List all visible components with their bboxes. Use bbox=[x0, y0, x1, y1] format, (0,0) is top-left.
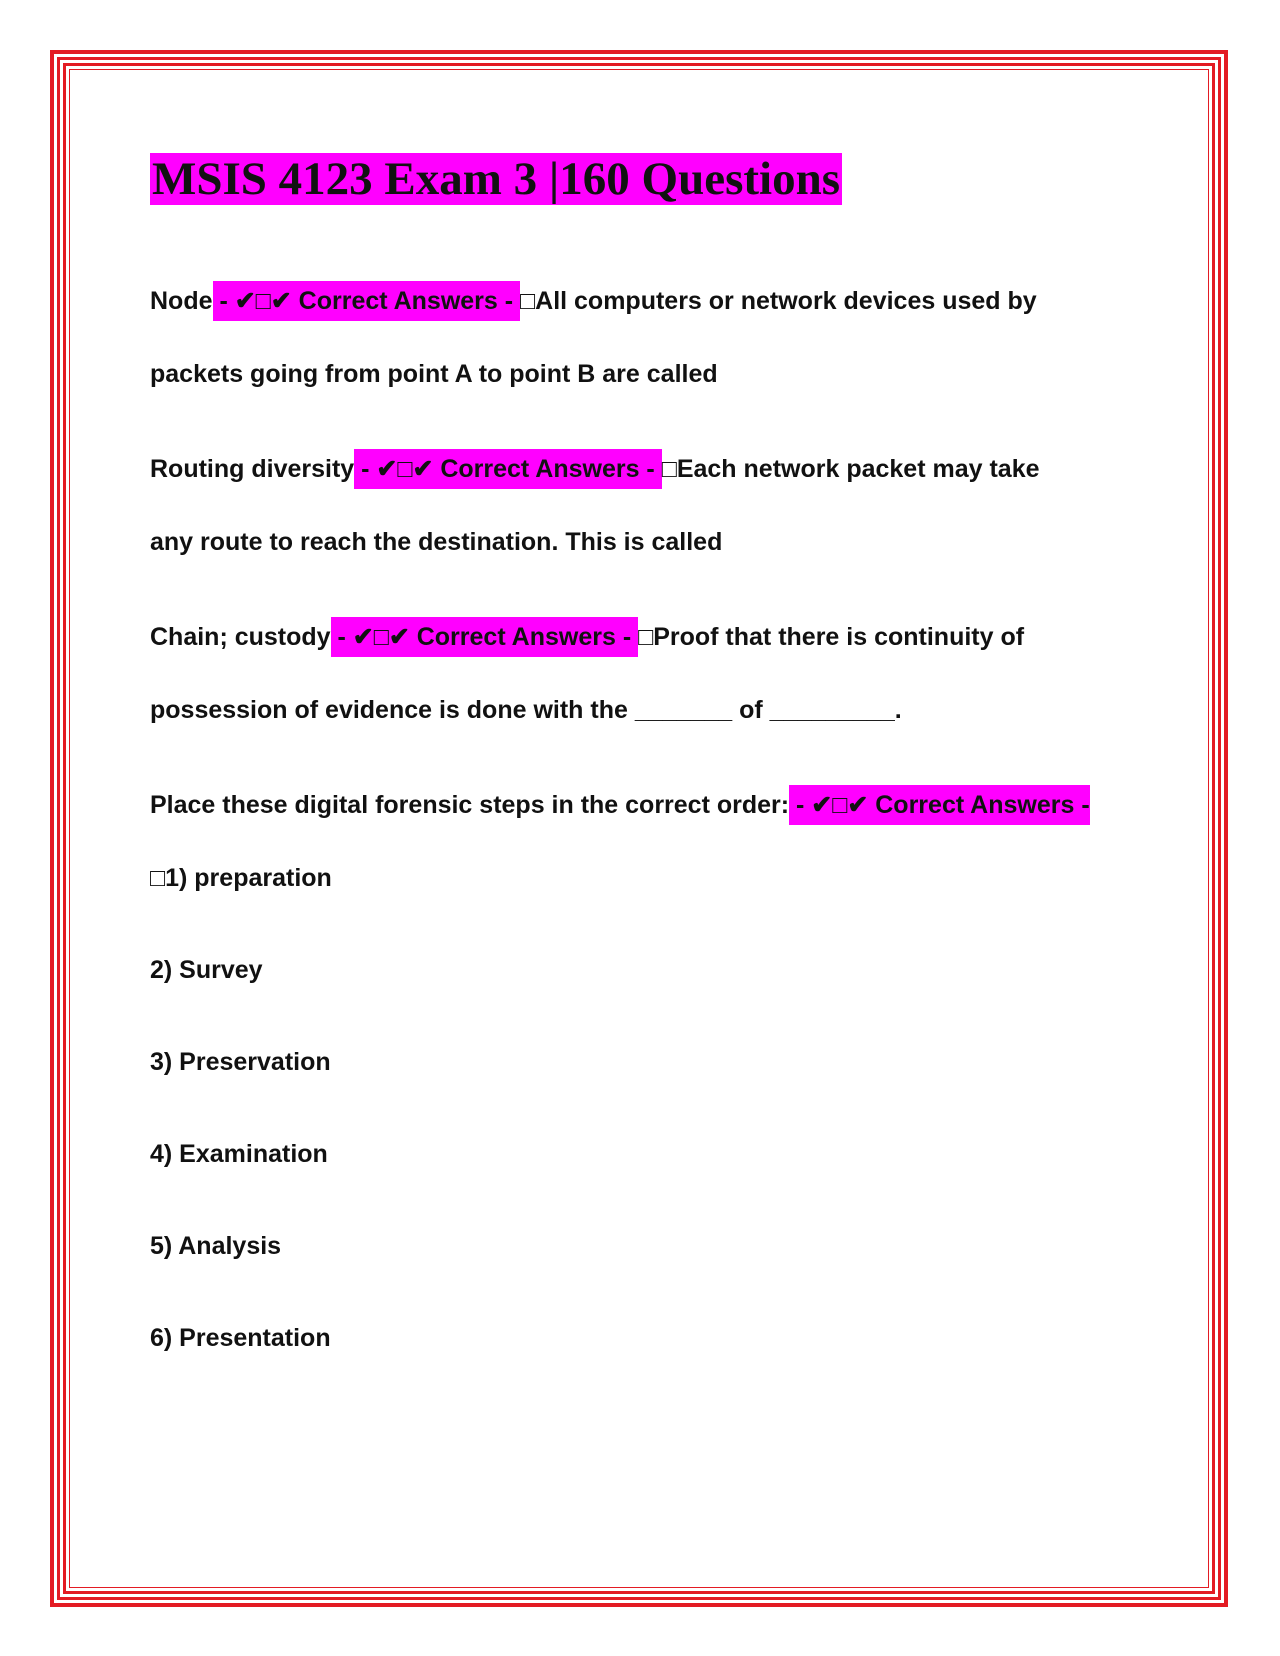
qa-item-1-answer: Node bbox=[150, 287, 213, 315]
qa-item-1-marker: - ✔□✔ Correct Answers - bbox=[213, 281, 521, 321]
qa-item-1-line-1 bbox=[150, 286, 1037, 316]
ordering-step-1-label: 1) preparation bbox=[165, 864, 332, 892]
qa-item-3-box: □ bbox=[638, 623, 654, 651]
qa-item-1-question: All computers or network devices used by bbox=[535, 287, 1037, 315]
qa-item-2-marker: - ✔□✔ Correct Answers - bbox=[354, 449, 662, 489]
qa-item-3-line-1 bbox=[150, 622, 1024, 652]
ordering-step-2: 2) Survey bbox=[150, 956, 263, 984]
qa-item-4-marker: - ✔□✔ Correct Answers - bbox=[789, 785, 1090, 825]
document-title bbox=[150, 150, 842, 208]
qa-item-2-question: Each network packet may take bbox=[676, 455, 1040, 483]
ordering-step-1 bbox=[150, 864, 332, 893]
ordering-step-3: 3) Preservation bbox=[150, 1048, 331, 1076]
qa-item-4-line-1 bbox=[150, 790, 1090, 820]
qa-item-3-answer: Chain; custody bbox=[150, 623, 331, 651]
qa-item-2-line-1 bbox=[150, 454, 1040, 484]
ordering-step-5: 5) Analysis bbox=[150, 1232, 282, 1260]
qa-item-3-line-2: possession of evidence is done with the _______ of _________. bbox=[150, 696, 902, 724]
ordering-step-4: 4) Examination bbox=[150, 1140, 328, 1168]
qa-item-1-line-2: packets going from point A to point B are called bbox=[150, 360, 718, 388]
qa-item-2-answer: Routing diversity bbox=[150, 455, 355, 483]
ordering-step-1-box: □ bbox=[150, 864, 166, 892]
qa-item-4-question: Place these digital forensic steps in the correct order: bbox=[150, 791, 790, 819]
document-title-highlight: MSIS 4123 Exam 3 |160 Questions bbox=[152, 153, 841, 205]
qa-item-2-box: □ bbox=[661, 455, 677, 483]
qa-item-3-marker: - ✔□✔ Correct Answers - bbox=[331, 617, 639, 657]
ordering-step-6: 6) Presentation bbox=[150, 1324, 331, 1352]
qa-item-1-box: □ bbox=[520, 287, 536, 315]
qa-item-3-question: Proof that there is continuity of bbox=[653, 623, 1025, 651]
qa-item-2-line-2: any route to reach the destination. This is called bbox=[150, 528, 723, 556]
